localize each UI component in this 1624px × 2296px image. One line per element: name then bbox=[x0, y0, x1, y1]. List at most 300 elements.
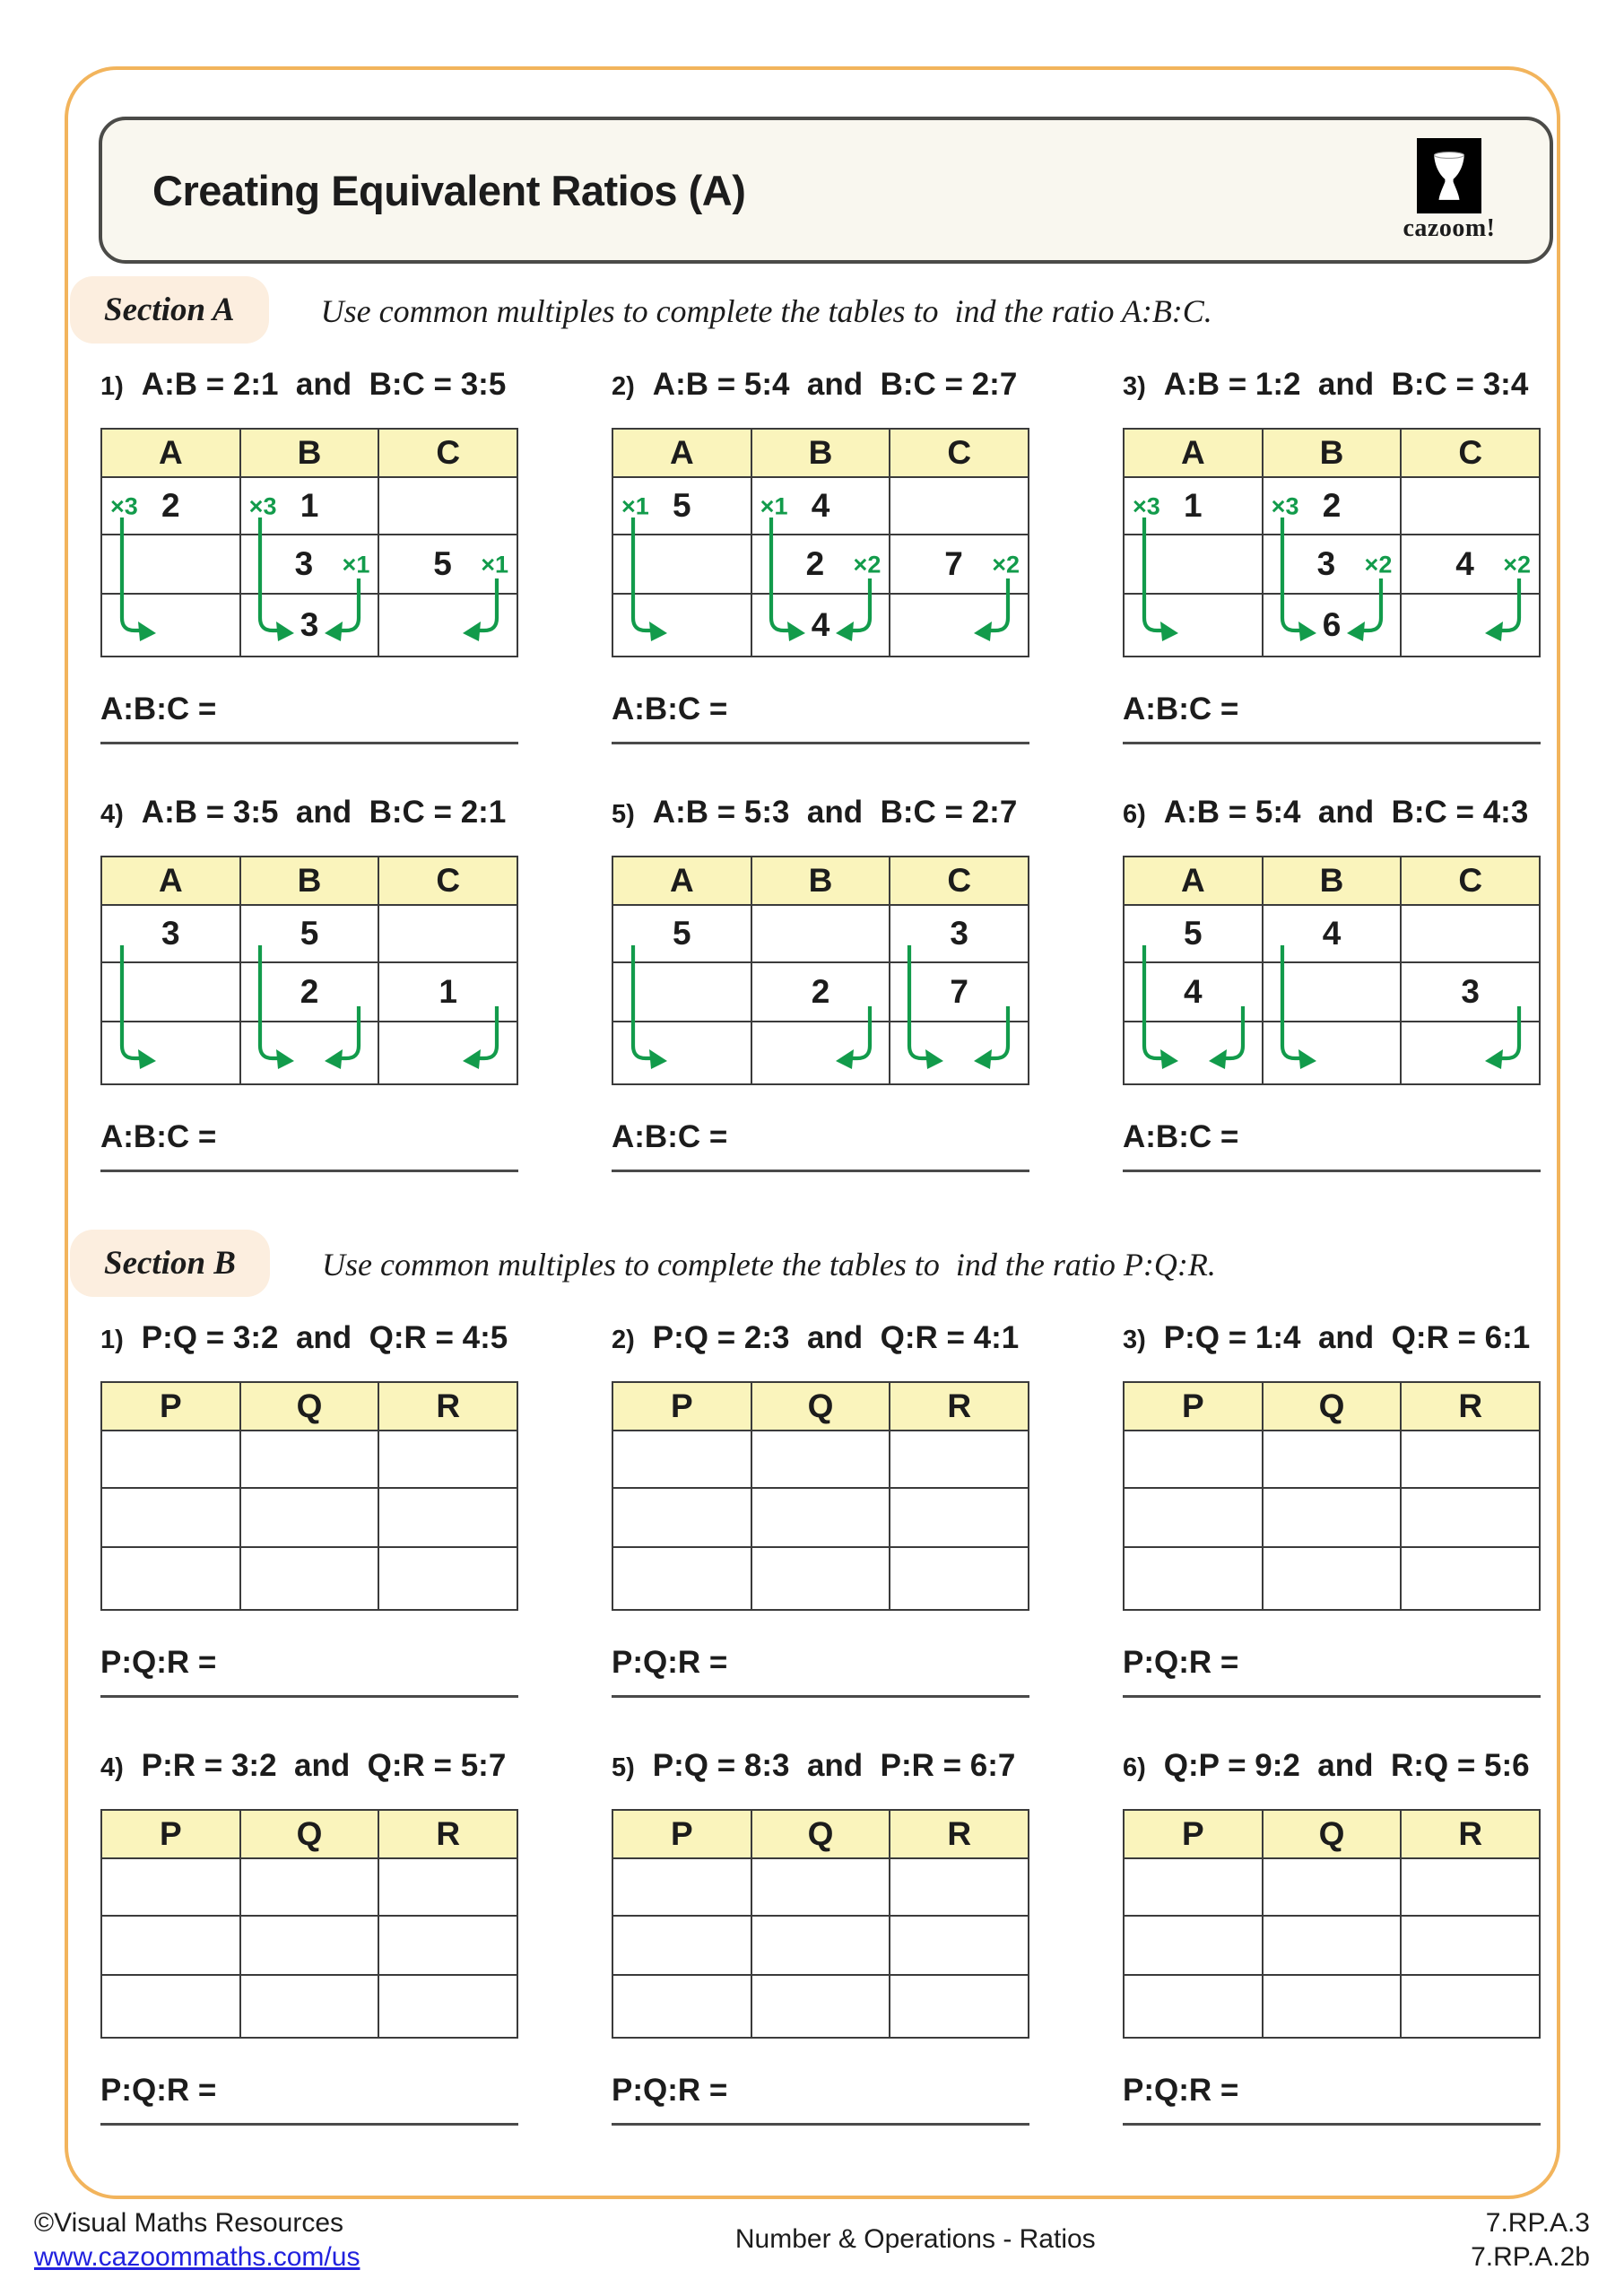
question-statement: P:Q = 8:3 and P:R = 6:7 bbox=[652, 1748, 1016, 1783]
multiplier-label: ×3 bbox=[110, 492, 138, 520]
ratio-table bbox=[100, 856, 518, 1085]
question-number: 5) bbox=[612, 800, 635, 829]
table-cell bbox=[239, 1976, 378, 2037]
table-cell bbox=[889, 535, 1028, 593]
answer-line bbox=[612, 2123, 1029, 2126]
question-header bbox=[1123, 1748, 1541, 1786]
ratio-table bbox=[100, 1381, 518, 1611]
table-row bbox=[613, 1546, 1028, 1609]
question-statement: A:B = 5:4 and B:C = 4:3 bbox=[1163, 795, 1529, 830]
table-cell bbox=[1262, 1976, 1401, 2037]
answer-label: A:B:C = bbox=[612, 691, 728, 726]
table-cell bbox=[751, 906, 890, 961]
table-cell bbox=[1125, 963, 1262, 1021]
table-cell bbox=[1400, 963, 1539, 1021]
ratio-table bbox=[1123, 428, 1541, 657]
multiplier-label: ×1 bbox=[621, 492, 649, 520]
table-cell bbox=[613, 1859, 751, 1915]
table-cell bbox=[613, 1976, 751, 2037]
answer-label: P:Q:R = bbox=[1123, 1645, 1239, 1680]
table-cell bbox=[1262, 906, 1401, 961]
table-cell bbox=[1125, 1976, 1262, 2037]
table-cell bbox=[102, 1022, 239, 1083]
cell-value: 7 bbox=[944, 545, 963, 582]
multiplier-label: ×2 bbox=[992, 551, 1020, 578]
multiplier-label: ×3 bbox=[248, 492, 277, 520]
table-cell bbox=[378, 595, 517, 656]
column-header: Q bbox=[1262, 1811, 1401, 1857]
table-cell bbox=[1125, 1431, 1262, 1487]
table-cell bbox=[1125, 1859, 1262, 1915]
answer-label: P:Q:R = bbox=[1123, 2073, 1239, 2108]
ratio-table bbox=[612, 1809, 1029, 2039]
table-row bbox=[613, 961, 1028, 1021]
column-header: P bbox=[159, 1815, 182, 1852]
table-cell bbox=[613, 1431, 751, 1487]
cell-value: 5 bbox=[433, 545, 452, 582]
cell-value: 3 bbox=[1461, 973, 1480, 1010]
table-cell bbox=[613, 1548, 751, 1609]
question-number: 3) bbox=[1123, 372, 1146, 401]
table-cell bbox=[1125, 1917, 1262, 1974]
question-header bbox=[612, 795, 1029, 832]
column-header: C bbox=[1400, 430, 1539, 476]
table-header-row bbox=[102, 1811, 517, 1857]
table-cell bbox=[378, 906, 517, 961]
cell-value: 3 bbox=[300, 606, 319, 643]
column-header: C bbox=[889, 430, 1028, 476]
table-cell bbox=[613, 1489, 751, 1546]
table-row bbox=[102, 1546, 517, 1609]
column-header: B bbox=[239, 430, 378, 476]
table-cell bbox=[1400, 1976, 1539, 2037]
column-header: A bbox=[1180, 434, 1205, 471]
footer-topic: Number & Operations - Ratios bbox=[734, 2224, 1096, 2254]
cell-value: 1 bbox=[1184, 487, 1203, 524]
table-cell bbox=[378, 535, 517, 593]
table-row bbox=[102, 1021, 517, 1083]
table-cell bbox=[751, 595, 890, 656]
table-row bbox=[102, 593, 517, 656]
cell-value: 2 bbox=[161, 487, 180, 524]
question bbox=[1123, 795, 1541, 1172]
section-b-header bbox=[70, 1230, 1538, 1297]
question bbox=[100, 1748, 518, 2126]
table-row bbox=[613, 1430, 1028, 1487]
question bbox=[100, 795, 518, 1172]
table-cell bbox=[1400, 1431, 1539, 1487]
table-row bbox=[1125, 1487, 1539, 1546]
column-header: B bbox=[1262, 430, 1401, 476]
table-cell bbox=[1400, 1489, 1539, 1546]
table-cell bbox=[889, 906, 1028, 961]
table-cell bbox=[1262, 1859, 1401, 1915]
table-row bbox=[102, 1915, 517, 1974]
answer-label: P:Q:R = bbox=[612, 2073, 728, 2108]
column-header: A bbox=[669, 434, 694, 471]
column-header: R bbox=[889, 1383, 1028, 1430]
table-cell bbox=[102, 1431, 239, 1487]
question-number: 1) bbox=[100, 372, 124, 401]
table-row bbox=[613, 904, 1028, 961]
question-number: 6) bbox=[1123, 1753, 1146, 1782]
question-header bbox=[1123, 1320, 1541, 1358]
answer-line bbox=[1123, 1170, 1541, 1172]
question-statement: P:Q = 1:4 and Q:R = 6:1 bbox=[1163, 1320, 1531, 1355]
column-header: Q bbox=[751, 1811, 890, 1857]
table-cell bbox=[613, 478, 751, 534]
footer-link[interactable]: www.cazoommaths.com/us bbox=[34, 2242, 360, 2272]
table-cell bbox=[751, 1859, 890, 1915]
table-cell bbox=[1125, 1548, 1262, 1609]
table-cell bbox=[239, 906, 378, 961]
footer-standards bbox=[1471, 2208, 1590, 2273]
table-header-row bbox=[102, 1383, 517, 1430]
answer-label: A:B:C = bbox=[612, 1119, 728, 1154]
ratio-table bbox=[612, 856, 1029, 1085]
column-header: B bbox=[1262, 857, 1401, 904]
column-header: P bbox=[670, 1815, 693, 1852]
ratio-table bbox=[1123, 856, 1541, 1085]
question-header bbox=[1123, 367, 1541, 404]
table-header-row bbox=[613, 857, 1028, 904]
cell-value: 4 bbox=[1455, 545, 1474, 582]
table-cell bbox=[1400, 478, 1539, 534]
footer bbox=[34, 2208, 1590, 2273]
table-cell bbox=[239, 1431, 378, 1487]
table-cell bbox=[889, 1548, 1028, 1609]
question bbox=[100, 367, 518, 744]
table-header-row bbox=[1125, 1811, 1539, 1857]
table-row bbox=[102, 476, 517, 534]
question-header bbox=[100, 1748, 518, 1786]
column-header: Q bbox=[239, 1811, 378, 1857]
table-cell bbox=[1125, 1022, 1262, 1083]
answer-line bbox=[100, 742, 518, 744]
table-cell bbox=[239, 1022, 378, 1083]
cell-value: 1 bbox=[439, 973, 457, 1010]
table-header-row bbox=[102, 430, 517, 476]
answer-label: A:B:C = bbox=[100, 691, 217, 726]
table-cell bbox=[378, 1022, 517, 1083]
table-header-row bbox=[613, 430, 1028, 476]
table-row bbox=[1125, 904, 1539, 961]
table-cell bbox=[751, 1548, 890, 1609]
table-cell bbox=[1125, 478, 1262, 534]
table-row bbox=[1125, 1430, 1539, 1487]
table-cell bbox=[613, 535, 751, 593]
multiplier-label: ×3 bbox=[1271, 492, 1299, 520]
drum-icon bbox=[1417, 138, 1481, 213]
column-header: P bbox=[1181, 1815, 1204, 1852]
question-statement: A:B = 5:3 and B:C = 2:7 bbox=[652, 795, 1018, 830]
table-cell bbox=[889, 1431, 1028, 1487]
column-header: A bbox=[669, 862, 694, 899]
question-statement: P:Q = 3:2 and Q:R = 4:5 bbox=[141, 1320, 508, 1355]
footer-left bbox=[34, 2208, 360, 2273]
table-cell bbox=[378, 963, 517, 1021]
cell-value: 2 bbox=[805, 545, 825, 582]
column-header: C bbox=[889, 857, 1028, 904]
table-cell bbox=[102, 1917, 239, 1974]
table-cell bbox=[102, 906, 239, 961]
question bbox=[612, 1748, 1029, 2126]
section-a-label: Section A bbox=[70, 276, 269, 344]
answer-line bbox=[1123, 1695, 1541, 1698]
answer-line bbox=[1123, 742, 1541, 744]
table-cell bbox=[889, 1976, 1028, 2037]
table-row bbox=[613, 1915, 1028, 1974]
table-cell bbox=[1262, 1548, 1401, 1609]
table-row bbox=[102, 534, 517, 593]
question-statement: Q:P = 9:2 and R:Q = 5:6 bbox=[1163, 1748, 1530, 1783]
table-row bbox=[1125, 476, 1539, 534]
question-statement: A:B = 2:1 and B:C = 3:5 bbox=[141, 367, 507, 402]
table-cell bbox=[889, 1489, 1028, 1546]
table-cell bbox=[102, 535, 239, 593]
table-cell bbox=[751, 535, 890, 593]
table-cell bbox=[239, 595, 378, 656]
column-header: R bbox=[889, 1811, 1028, 1857]
cell-value: 2 bbox=[811, 973, 830, 1010]
section-a-header bbox=[70, 276, 1538, 344]
table-cell bbox=[1262, 595, 1401, 656]
table-cell bbox=[889, 1917, 1028, 1974]
title-box bbox=[99, 117, 1553, 264]
column-header: A bbox=[1180, 862, 1205, 899]
question-number: 4) bbox=[100, 1753, 124, 1782]
table-cell bbox=[102, 1548, 239, 1609]
section-b-instruction: Use common multiples to complete the tables to ind the ratio P:Q:R. bbox=[322, 1247, 1216, 1283]
table-header-row bbox=[102, 857, 517, 904]
table-row bbox=[1125, 593, 1539, 656]
column-header: A bbox=[158, 434, 183, 471]
footer-copyright: ©Visual Maths Resources bbox=[34, 2208, 344, 2238]
column-header: C bbox=[1400, 857, 1539, 904]
column-header: R bbox=[378, 1811, 517, 1857]
questions-grid-b bbox=[100, 1320, 1538, 2126]
table-cell bbox=[889, 963, 1028, 1021]
column-header: B bbox=[239, 857, 378, 904]
cell-value: 7 bbox=[950, 973, 968, 1010]
question-number: 3) bbox=[1123, 1326, 1146, 1354]
table-cell bbox=[1400, 1917, 1539, 1974]
ratio-table bbox=[100, 1809, 518, 2039]
table-cell bbox=[1262, 535, 1401, 593]
column-header: P bbox=[159, 1387, 182, 1424]
table-cell bbox=[239, 535, 378, 593]
table-cell bbox=[102, 478, 239, 534]
column-header: Q bbox=[751, 1383, 890, 1430]
table-cell bbox=[1125, 1489, 1262, 1546]
table-cell bbox=[1400, 1548, 1539, 1609]
table-cell bbox=[1262, 478, 1401, 534]
column-header: R bbox=[1400, 1383, 1539, 1430]
cazoom-logo bbox=[1395, 138, 1503, 243]
table-cell bbox=[378, 1548, 517, 1609]
table-header-row bbox=[613, 1811, 1028, 1857]
answer-line bbox=[1123, 2123, 1541, 2126]
question-statement: A:B = 5:4 and B:C = 2:7 bbox=[652, 367, 1018, 402]
table-row bbox=[102, 961, 517, 1021]
multiplier-label: ×1 bbox=[342, 551, 370, 578]
table-row bbox=[102, 1430, 517, 1487]
table-header-row bbox=[1125, 1383, 1539, 1430]
table-row bbox=[1125, 961, 1539, 1021]
table-cell bbox=[1400, 906, 1539, 961]
table-row bbox=[613, 476, 1028, 534]
table-cell bbox=[751, 1917, 890, 1974]
cell-value: 5 bbox=[1184, 915, 1203, 952]
table-cell bbox=[751, 1489, 890, 1546]
table-cell bbox=[1262, 1489, 1401, 1546]
column-header: Q bbox=[239, 1383, 378, 1430]
multiplier-label: ×2 bbox=[1503, 551, 1532, 578]
table-row bbox=[102, 1857, 517, 1915]
table-row bbox=[1125, 1915, 1539, 1974]
table-cell bbox=[751, 1431, 890, 1487]
table-cell bbox=[1400, 1859, 1539, 1915]
cell-value: 5 bbox=[673, 915, 691, 952]
table-cell bbox=[1262, 1431, 1401, 1487]
answer-line bbox=[612, 1170, 1029, 1172]
answer-label: A:B:C = bbox=[100, 1119, 217, 1154]
table-cell bbox=[751, 1022, 890, 1083]
question bbox=[100, 1320, 518, 1698]
column-header: C bbox=[378, 857, 517, 904]
table-row bbox=[102, 904, 517, 961]
table-cell bbox=[378, 1489, 517, 1546]
worksheet-title: Creating Equivalent Ratios (A) bbox=[152, 166, 746, 214]
question-number: 2) bbox=[612, 1326, 635, 1354]
table-cell bbox=[613, 1917, 751, 1974]
cell-value: 3 bbox=[294, 545, 314, 582]
ratio-table bbox=[612, 428, 1029, 657]
cazoom-wordmark: cazoom! bbox=[1403, 213, 1496, 242]
table-row bbox=[1125, 1974, 1539, 2037]
question bbox=[1123, 367, 1541, 744]
table-cell bbox=[1400, 1022, 1539, 1083]
question-statement: P:R = 3:2 and Q:R = 5:7 bbox=[141, 1748, 507, 1783]
column-header: C bbox=[378, 430, 517, 476]
section-b-label: Section B bbox=[70, 1230, 270, 1297]
question-number: 2) bbox=[612, 372, 635, 401]
cell-value: 5 bbox=[673, 487, 691, 524]
question-header bbox=[1123, 795, 1541, 832]
table-row bbox=[102, 1974, 517, 2037]
table-row bbox=[613, 534, 1028, 593]
answer-line bbox=[100, 1170, 518, 1172]
multiplier-label: ×2 bbox=[1364, 551, 1393, 578]
table-cell bbox=[378, 1917, 517, 1974]
table-row bbox=[613, 593, 1028, 656]
answer-label: A:B:C = bbox=[1123, 691, 1239, 726]
answer-line bbox=[612, 1695, 1029, 1698]
table-cell bbox=[1262, 1022, 1401, 1083]
table-cell bbox=[239, 478, 378, 534]
table-cell bbox=[613, 595, 751, 656]
column-header: P bbox=[670, 1387, 693, 1424]
cell-value: 2 bbox=[1322, 487, 1342, 524]
table-cell bbox=[751, 963, 890, 1021]
cell-value: 3 bbox=[1316, 545, 1336, 582]
column-header: P bbox=[1181, 1387, 1204, 1424]
table-cell bbox=[751, 478, 890, 534]
multiplier-label: ×1 bbox=[481, 551, 509, 578]
ratio-table bbox=[1123, 1381, 1541, 1611]
table-cell bbox=[378, 1859, 517, 1915]
table-row bbox=[613, 1021, 1028, 1083]
table-cell bbox=[378, 1431, 517, 1487]
question-header bbox=[100, 795, 518, 832]
answer-line bbox=[612, 742, 1029, 744]
table-cell bbox=[239, 1917, 378, 1974]
table-cell bbox=[239, 963, 378, 1021]
table-cell bbox=[1262, 963, 1401, 1021]
question bbox=[1123, 1320, 1541, 1698]
table-cell bbox=[751, 1976, 890, 2037]
question-statement: A:B = 1:2 and B:C = 3:4 bbox=[1163, 367, 1529, 402]
questions-grid-a bbox=[100, 367, 1538, 1172]
multiplier-label: ×2 bbox=[853, 551, 881, 578]
table-cell bbox=[102, 963, 239, 1021]
question-header bbox=[100, 367, 518, 404]
table-cell bbox=[239, 1548, 378, 1609]
answer-label: P:Q:R = bbox=[100, 1645, 217, 1680]
question-statement: P:Q = 2:3 and Q:R = 4:1 bbox=[652, 1320, 1020, 1355]
cell-value: 3 bbox=[950, 915, 968, 952]
table-cell bbox=[1262, 1917, 1401, 1974]
question-header bbox=[100, 1320, 518, 1358]
answer-label: A:B:C = bbox=[1123, 1119, 1239, 1154]
table-cell bbox=[102, 595, 239, 656]
question-header bbox=[612, 1320, 1029, 1358]
question bbox=[612, 1320, 1029, 1698]
section-a-instruction: Use common multiples to complete the tables to ind the ratio A:B:C. bbox=[320, 293, 1212, 329]
cell-value: 6 bbox=[1322, 606, 1342, 643]
table-cell bbox=[889, 478, 1028, 534]
table-row bbox=[1125, 1546, 1539, 1609]
column-header: R bbox=[378, 1383, 517, 1430]
answer-label: P:Q:R = bbox=[100, 2073, 217, 2108]
table-cell bbox=[613, 906, 751, 961]
cell-value: 4 bbox=[811, 487, 830, 524]
cell-value: 4 bbox=[811, 606, 830, 643]
column-header: B bbox=[751, 430, 890, 476]
question bbox=[612, 367, 1029, 744]
ratio-table bbox=[100, 428, 518, 657]
table-cell bbox=[1125, 535, 1262, 593]
cell-value: 4 bbox=[1184, 973, 1203, 1010]
table-header-row bbox=[1125, 430, 1539, 476]
standard-code: 7.RP.A.2b bbox=[1471, 2242, 1590, 2272]
answer-label: P:Q:R = bbox=[612, 1645, 728, 1680]
column-header: A bbox=[158, 862, 183, 899]
question-number: 5) bbox=[612, 1753, 635, 1782]
cell-value: 1 bbox=[300, 487, 319, 524]
table-cell bbox=[102, 1859, 239, 1915]
table-row bbox=[613, 1974, 1028, 2037]
question-header bbox=[612, 1748, 1029, 1786]
question-statement: A:B = 3:5 and B:C = 2:1 bbox=[141, 795, 507, 830]
question bbox=[612, 795, 1029, 1172]
table-cell bbox=[889, 1859, 1028, 1915]
table-cell bbox=[239, 1859, 378, 1915]
cell-value: 4 bbox=[1322, 915, 1342, 952]
table-row bbox=[613, 1857, 1028, 1915]
table-cell bbox=[1400, 595, 1539, 656]
table-cell bbox=[1400, 535, 1539, 593]
